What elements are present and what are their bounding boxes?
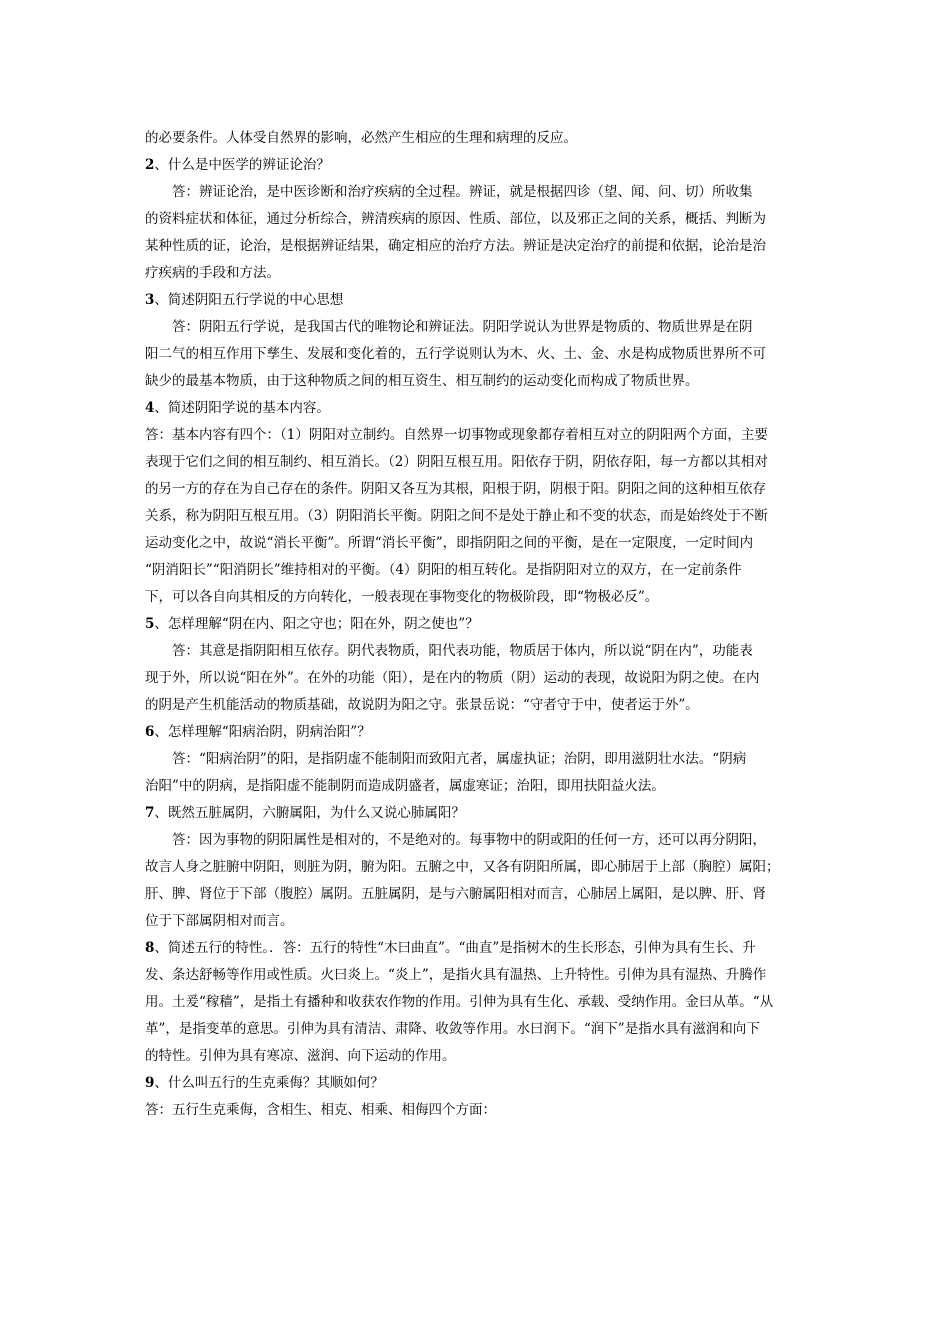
answer-line: 运动变化之中，故说“消长平衡”。所谓“消长平衡”，即指阴阳之间的平衡，是在一定限度，一定时间内 <box>145 535 754 551</box>
question-8 <box>145 935 810 962</box>
question-5 <box>145 611 810 638</box>
answer-line: 答：其意是指阴阳相互依存。阴代表物质，阳代表功能，物质居于体内，所以说“阴在内”，功能表 <box>172 643 753 659</box>
answer-line: 答：辨证论治，是中医诊断和治疗疾病的全过程。辨证，就是根据四诊（望、闻、问、切）所收集 <box>172 184 753 200</box>
answer-line: 表现于它们之间的相互制约、相互消长。（2）阴阳互根互用。阳依存于阴，阴依存阳，每一方都以其相对 <box>145 454 768 470</box>
answer-line: 答：五行生克乘侮，含相生、相克、相乘、相侮四个方面： <box>145 1102 496 1118</box>
question-2 <box>145 152 810 179</box>
answer-line: 革”，是指变革的意思。引伸为具有清洁、肃降、收敛等作用。水曰润下。“润下”是指水具有滋润和向下 <box>145 1021 760 1037</box>
answer-line: 位于下部属阴相对而言。 <box>145 913 294 929</box>
question-number: 5 <box>145 616 155 632</box>
question-text: 、简述五行的特性。．答：五行的特性“木曰曲直”。“曲直”是指树木的生长形态，引伸为具有生长、升 <box>154 940 756 956</box>
question-text: 、怎样理解“阴在内、阳之守也；阳在外，阴之使也”？ <box>154 616 479 632</box>
question-3 <box>145 287 810 314</box>
question-text: 、怎样理解“阳病治阴，阴病治阳”？ <box>154 724 371 740</box>
answer-line: 下，可以各自向其相反的方向转化，一般表现在事物变化的物极阶段，即“物极必反”。 <box>145 589 659 605</box>
answer-line: 答：“阳病治阴”的阳，是指阴虚不能制阳而致阳亢者，属虚执证；治阴，即用滋阴壮水法。“阴病 <box>172 751 747 767</box>
answer-line: 治阳”中的阴病，是指阳虚不能制阴而造成阴盛者，属虚寒证；治阳，即用扶阳益火法。 <box>145 778 665 794</box>
question-number: 9 <box>145 1075 155 1091</box>
answer-line: 的另一方的存在为自己存在的条件。阴阳又各互为其根，阳根于阴，阴根于阳。阴阳之间的这种相互依存 <box>145 481 766 497</box>
question-number: 3 <box>145 292 155 308</box>
answer-line: 故言人身之脏腑中阴阳，则脏为阴，腑为阳。五腑之中，又各有阴阳所属，即心肺居于上部（胸腔）属阳； <box>145 859 780 875</box>
question-text: 、什么叫五行的生克乘侮？其顺如何？ <box>154 1075 384 1091</box>
document-page <box>145 125 810 1124</box>
question-4 <box>145 395 810 422</box>
answer-line: 发、条达舒畅等作用或性质。火曰炎上。“炎上”，是指火具有温热、上升特性。引伸为具有湿热、升腾作 <box>145 967 767 983</box>
question-number: 2 <box>145 157 155 173</box>
answer-line: 疗疾病的手段和方法。 <box>145 265 280 281</box>
question-7 <box>145 800 810 827</box>
answer-line: 的资料症状和体征，通过分析综合，辨清疾病的原因、性质、部位，以及邪正之间的关系，概括、判断为 <box>145 211 766 227</box>
answer-line: 答：因为事物的阴阳属性是相对的，不是绝对的。每事物中的阴或阳的任何一方，还可以再分阴阳， <box>172 832 766 848</box>
answer-line: 答：基本内容有四个：（1）阴阳对立制约。自然界一切事物或现象都存着相互对立的阴阳两个方面，主要 <box>145 427 768 443</box>
question-number: 6 <box>145 724 155 740</box>
question-number: 7 <box>145 805 155 821</box>
paragraph-line: 的必要条件。人体受自然界的影响，必然产生相应的生理和病理的反应。 <box>145 130 577 146</box>
answer-line: 现于外，所以说“阳在外”。在外的功能（阳），是在内的物质（阴）运动的表现，故说阳为阴之使。在内 <box>145 670 760 686</box>
question-text: 、既然五脏属阴，六腑属阳，为什么又说心肺属阳？ <box>154 805 465 821</box>
answer-line: 关系，称为阴阳互根互用。（3）阴阳消长平衡。阴阳之间不是处于静止和不变的状态，而是始终处于不断 <box>145 508 768 524</box>
question-6 <box>145 719 810 746</box>
question-number: 8 <box>145 940 155 956</box>
answer-line: 某种性质的证，论治，是根据辨证结果，确定相应的治疗方法。辨证是决定治疗的前提和依据，论治是治 <box>145 238 766 254</box>
answer-line: 缺少的最基本物质，由于这种物质之间的相互资生、相互制约的运动变化而构成了物质世界。 <box>145 373 699 389</box>
question-9 <box>145 1070 810 1097</box>
answer-line: 用。土爰“稼穑”，是指土有播种和收获农作物的作用。引伸为具有生化、承载、受纳作用。金曰从革。“从 <box>145 994 774 1010</box>
question-number: 4 <box>145 400 155 416</box>
answer-line: “阴消阳长”“阳消阴长”维持相对的平衡。（4）阴阳的相互转化。是指阴阳对立的双方，在一定前条件 <box>145 562 742 578</box>
answer-line: 阳二气的相互作用下孳生、发展和变化着的，五行学说则认为木、火、土、金、水是构成物质世界所不可 <box>145 346 766 362</box>
answer-line: 的阴是产生机能活动的物质基础，故说阴为阳之守。张景岳说：“守者守于中，使者运于外”。 <box>145 697 699 713</box>
answer-line: 肝、脾、肾位于下部（腹腔）属阴。五脏属阴，是与六腑属阳相对而言，心肺居上属阳，是以脾、肝、肾 <box>145 886 766 902</box>
question-text: 、什么是中医学的辨证论治？ <box>154 157 330 173</box>
answer-line: 的特性。引伸为具有寒凉、滋润、向下运动的作用。 <box>145 1048 456 1064</box>
question-text: 、简述阴阳五行学说的中心思想 <box>154 292 344 308</box>
answer-line: 答：阴阳五行学说，是我国古代的唯物论和辨证法。阴阳学说认为世界是物质的、物质世界是在阴 <box>172 319 753 335</box>
question-text: 、简述阴阳学说的基本内容。 <box>154 400 330 416</box>
